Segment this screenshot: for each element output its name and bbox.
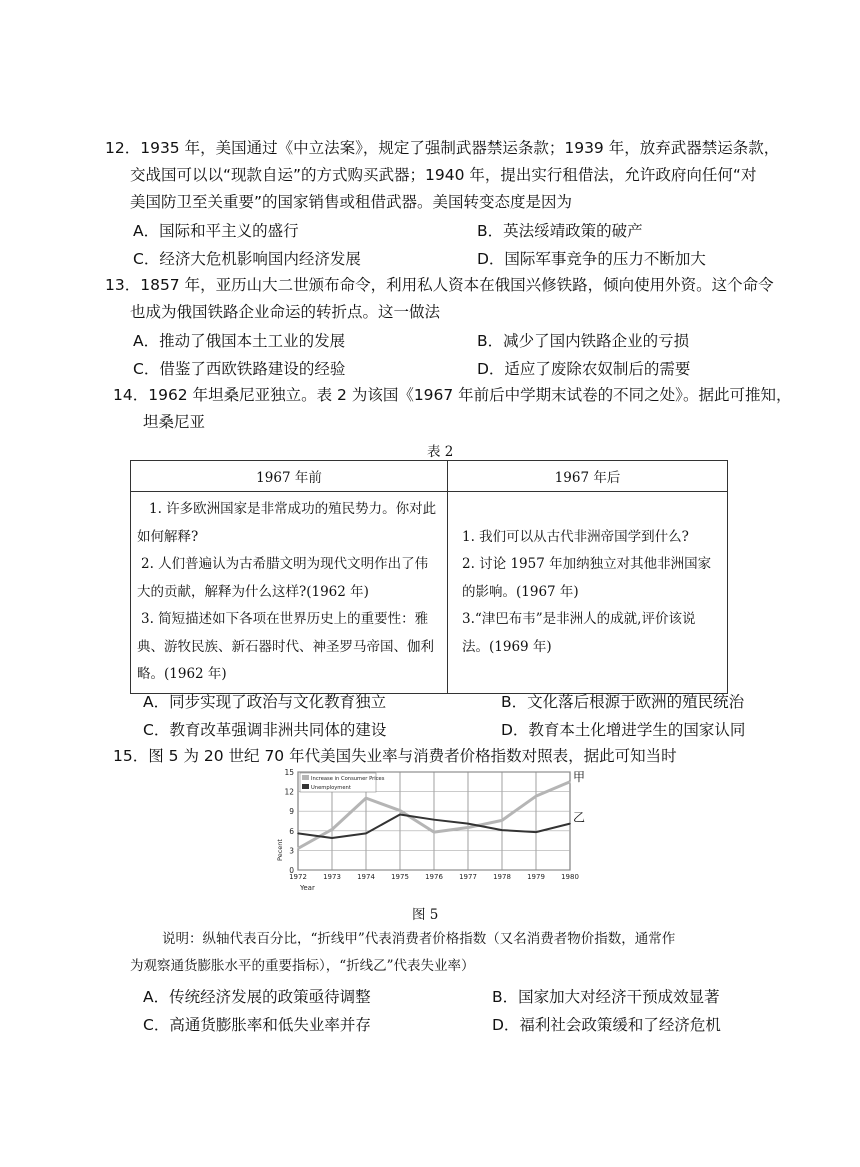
y-tick-label: 9 (289, 807, 294, 817)
y-tick-label: 0 (289, 866, 294, 875)
y-tick-label: 12 (284, 787, 294, 797)
x-tick-label: 1977 (459, 873, 477, 881)
y-axis-label: Pecent (276, 839, 284, 861)
q13-stem-line-2: 也成为俄国铁路企业命运的转折点。这一做法 (130, 303, 441, 321)
data-point (535, 795, 537, 797)
q14-option-b[interactable]: B．文化落后根源于欧洲的殖民统治 (501, 693, 745, 711)
data-point (399, 810, 401, 812)
q12-stem-line-1: 12．1935 年，美国通过《中立法案》，规定了强制武器禁运条款；1939 年，放弃武器禁运条款， (105, 139, 780, 157)
q12-stem-line-3: 美国防卫至关重要”的国家销售或租借武器。美国转变态度是因为 (130, 193, 573, 211)
q15-option-b[interactable]: B．国家加大对经济干预成效显著 (492, 988, 720, 1006)
q12-option-c[interactable]: C．经济大危机影响国内经济发展 (133, 250, 361, 268)
data-point (569, 781, 571, 783)
before-item-3: 3. 简短描述如下各项在世界历史上的重要性：雅典、游牧民族、新石器时代、神圣罗马帝国、伽利略。(1962 年) (137, 611, 434, 682)
legend-entry: Unemployment (311, 785, 351, 791)
data-point (467, 827, 469, 829)
data-point (331, 829, 333, 831)
legend-swatch (302, 784, 309, 789)
before-item-1: 1. 许多欧洲国家是非常成功的殖民势力。你对此如何解释? (137, 501, 437, 545)
x-tick-label: 1972 (289, 873, 307, 881)
table-header-after: 1967 年后 (448, 461, 728, 492)
table-caption: 表 2 (427, 444, 454, 460)
q15-option-d[interactable]: D．福利社会政策缓和了经济危机 (492, 1016, 721, 1034)
data-point (399, 814, 401, 816)
y-tick-label: 6 (289, 826, 294, 836)
q13-option-c[interactable]: C．借鉴了西欧铁路建设的经验 (133, 360, 346, 378)
q14-stem-line-2: 坦桑尼亚 (143, 413, 206, 431)
data-point (467, 823, 469, 825)
data-point (535, 831, 537, 833)
data-point (501, 829, 503, 831)
data-point (365, 833, 367, 835)
q15-option-c[interactable]: C．高通货膨胀率和低失业率并存 (143, 1016, 371, 1034)
cpi-unemployment-chart (270, 766, 590, 896)
x-tick-label: 1973 (323, 873, 341, 881)
note-line-2: 为观察通货膨胀水平的重要指标），“折线乙”代表失业率） (130, 958, 475, 974)
after-item-3: 3.“津巴布韦”是非洲人的成就,评价该说法。(1969 年) (462, 611, 696, 655)
q15-stem: 15．图 5 为 20 世纪 70 年代美国失业率与消费者价格指数对照表，据此可知当时 (113, 747, 677, 765)
legend-swatch (302, 775, 309, 780)
series-label-yi: 乙 (573, 810, 586, 825)
y-tick-label: 3 (289, 846, 294, 856)
comparison-table (130, 460, 728, 694)
data-point (433, 819, 435, 821)
q13-option-a[interactable]: A．推动了俄国本土工业的发展 (133, 332, 346, 350)
x-tick-label: 1975 (391, 873, 409, 881)
series-label-jia: 甲 (573, 769, 586, 784)
data-point (569, 823, 571, 825)
data-point (297, 833, 299, 835)
q13-option-b[interactable]: B．减少了国内铁路企业的亏损 (477, 332, 690, 350)
x-tick-label: 1974 (357, 873, 375, 881)
data-point (365, 797, 367, 799)
q12-stem-line-2: 交战国可以以“现款自运”的方式购买武器；1940 年，提出实行租借法，允许政府向任何“对 (130, 166, 757, 184)
table-header-before: 1967 年前 (131, 461, 448, 492)
figure-caption: 图 5 (412, 907, 439, 923)
data-point (297, 848, 299, 850)
y-tick-label: 15 (284, 768, 294, 777)
data-point (433, 831, 435, 833)
x-tick-label: 1978 (493, 873, 511, 881)
before-items (131, 492, 447, 693)
q14-option-d[interactable]: D．教育本土化增进学生的国家认同 (501, 721, 746, 739)
q14-option-a[interactable]: A．同步实现了政治与文化教育独立 (143, 693, 387, 711)
after-item-1: 1. 我们可以从古代非洲帝国学到什么? (462, 528, 689, 545)
q12-option-d[interactable]: D．国际军事竞争的压力不断加大 (477, 250, 706, 268)
q14-stem-line-1: 14．1962 年坦桑尼亚独立。表 2 为该国《1967 年前后中学期末试卷的不同之处》。据此可推知， (113, 386, 792, 404)
after-items (448, 520, 727, 666)
q15-option-a[interactable]: A．传统经济发展的政策亟待调整 (143, 988, 371, 1006)
note-line-1: 说明：纵轴代表百分比，“折线甲”代表消费者价格指数（又名消费者物价指数，通常作 (162, 931, 676, 947)
x-tick-label: 1980 (561, 873, 579, 881)
before-item-2: 2. 人们普遍认为古希腊文明为现代文明作出了伟大的贡献，解释为什么这样?(1962 年) (137, 556, 429, 600)
data-point (501, 820, 503, 822)
x-axis-label: Year (300, 884, 315, 892)
x-tick-label: 1979 (527, 873, 545, 881)
q13-stem-line-1: 13．1857 年，亚历山大二世颁布命令，利用私人资本在俄国兴修铁路，倾向使用外资。这个命令 (105, 276, 774, 294)
q13-option-d[interactable]: D．适应了废除农奴制后的需要 (477, 360, 691, 378)
x-tick-label: 1976 (425, 873, 443, 881)
after-item-2: 2. 讨论 1957 年加纳独立对其他非洲国家的影响。(1967 年) (462, 556, 712, 600)
q14-option-c[interactable]: C．教育改革强调非洲共同体的建设 (143, 721, 387, 739)
data-point (331, 837, 333, 839)
q12-option-a[interactable]: A．国际和平主义的盛行 (133, 222, 299, 240)
q12-option-b[interactable]: B．英法绥靖政策的破产 (477, 222, 643, 240)
legend-entry: Increase in Consumer Prices (311, 776, 385, 782)
